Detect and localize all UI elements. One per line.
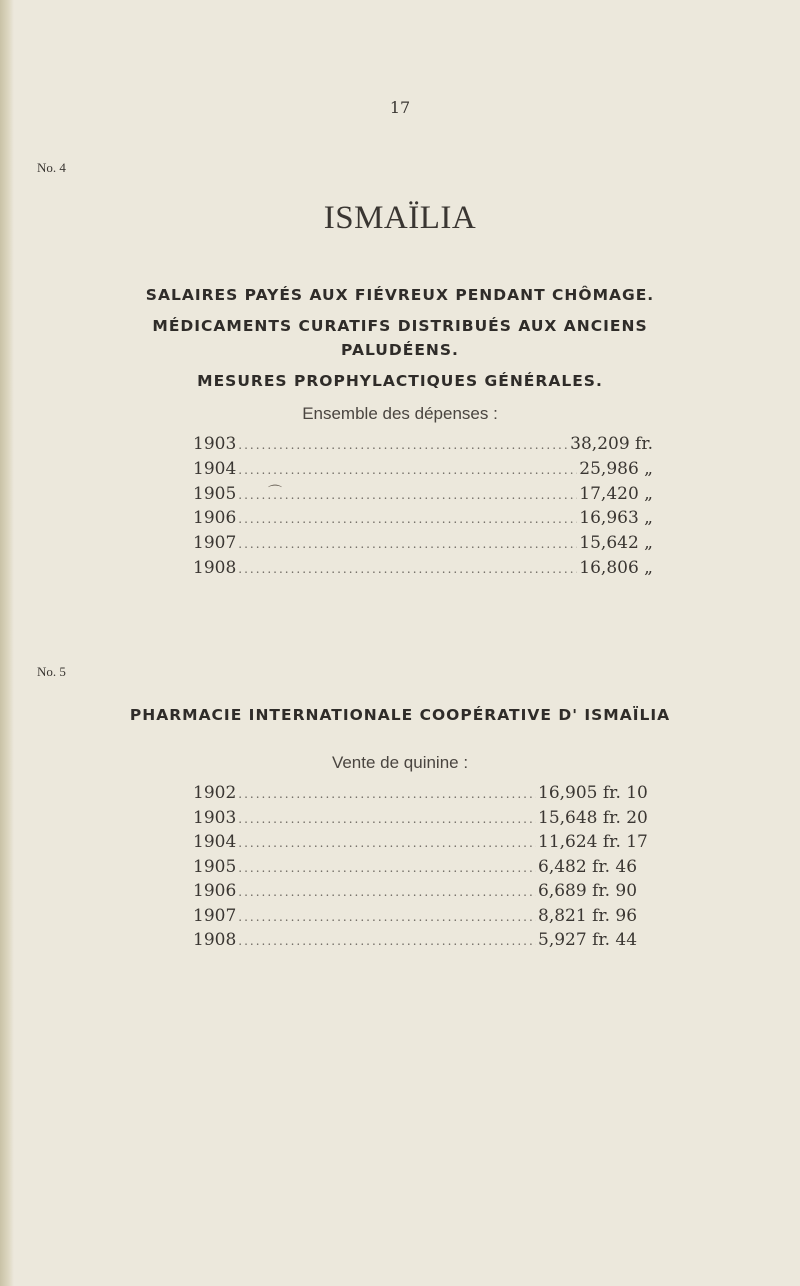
- dot-leader: [238, 433, 568, 458]
- amount-cell: 5,927 fr. 44: [538, 930, 638, 950]
- amount-cell: 16,806 „: [579, 557, 653, 578]
- table-row: [193, 806, 653, 831]
- section-5-table-heading: Vente de quinine :: [331, 753, 469, 772]
- table-row: [193, 781, 653, 806]
- year-cell: 1908: [193, 930, 237, 950]
- table-row: [193, 904, 653, 929]
- table-row: [193, 928, 653, 953]
- dot-leader: [238, 880, 536, 905]
- dot-leader: [238, 483, 577, 508]
- amount-cell: 15,648 fr. 20: [538, 807, 648, 828]
- amount-cell: 11,624 fr. 17: [538, 832, 648, 852]
- section-4-table-heading: Ensemble des dépenses :: [302, 404, 498, 423]
- book-spine-shadow: [0, 0, 14, 1286]
- section-4-line-1: SALAIRES PAYÉS AUX FIÉVREUX PENDANT CHÔMAGE.: [145, 286, 655, 304]
- page-number: 17: [389, 98, 411, 117]
- amount-cell: 16,905 fr. 10: [538, 783, 648, 803]
- dot-leader: [238, 532, 577, 557]
- table-row: [193, 432, 653, 457]
- dot-leader: [238, 807, 536, 832]
- year-cell: 1907: [193, 533, 237, 554]
- dot-leader: [238, 929, 536, 954]
- section-4-line-4: MESURES PROPHYLACTIQUES GÉNÉRALES.: [197, 372, 603, 390]
- year-cell: 1906: [193, 508, 237, 529]
- amount-cell: 25,986 „: [579, 458, 653, 479]
- dot-leader: [238, 782, 536, 807]
- year-cell: 1904: [193, 458, 237, 479]
- table-row: [193, 879, 653, 904]
- year-cell: 1908: [193, 557, 237, 578]
- amount-cell: 38,209 fr.: [570, 434, 653, 454]
- table-row: [193, 457, 653, 482]
- year-cell: 1907: [193, 905, 237, 926]
- year-cell: 1902: [193, 783, 237, 803]
- quinine-sales-table: [193, 781, 653, 953]
- section-4-line-3: PALUDÉENS.: [341, 341, 459, 359]
- dot-leader: [238, 905, 536, 930]
- amount-cell: 16,963 „: [579, 508, 653, 529]
- amount-cell: 8,821 fr. 96: [538, 905, 638, 926]
- dot-leader: [238, 507, 577, 532]
- dot-leader: [238, 831, 536, 856]
- table-row: [193, 482, 653, 507]
- table-row: [193, 556, 653, 581]
- dot-leader: [238, 557, 577, 582]
- amount-cell: 17,420 „: [579, 483, 653, 504]
- section-4-title: ISMAÏLIA: [323, 200, 477, 236]
- dot-leader: [238, 856, 536, 881]
- amount-cell: 15,642 „: [579, 533, 653, 554]
- table-row: [193, 506, 653, 531]
- table-row: [193, 855, 653, 880]
- amount-cell: 6,482 fr. 46: [538, 856, 638, 877]
- section-4-line-2: MÉDICAMENTS CURATIFS DISTRIBUÉS AUX ANCIENS: [152, 317, 648, 335]
- year-cell: 1905: [193, 856, 237, 877]
- dot-leader: [238, 458, 577, 483]
- year-cell: 1906: [193, 881, 237, 901]
- year-cell: 1903: [193, 807, 237, 828]
- table-row: [193, 531, 653, 556]
- section-5-number: No. 5: [37, 664, 66, 679]
- year-cell: 1903: [193, 434, 237, 454]
- year-cell: 1905: [193, 483, 237, 504]
- expenses-table: [193, 432, 653, 581]
- year-cell: 1904: [193, 832, 237, 852]
- section-5-heading: PHARMACIE INTERNATIONALE COOPÉRATIVE D' ISMAÏLIA: [129, 706, 671, 724]
- section-4-number: No. 4: [37, 160, 66, 175]
- table-row: [193, 830, 653, 855]
- pencil-mark-icon: ⌒: [268, 485, 282, 501]
- amount-cell: 6,689 fr. 90: [538, 881, 638, 901]
